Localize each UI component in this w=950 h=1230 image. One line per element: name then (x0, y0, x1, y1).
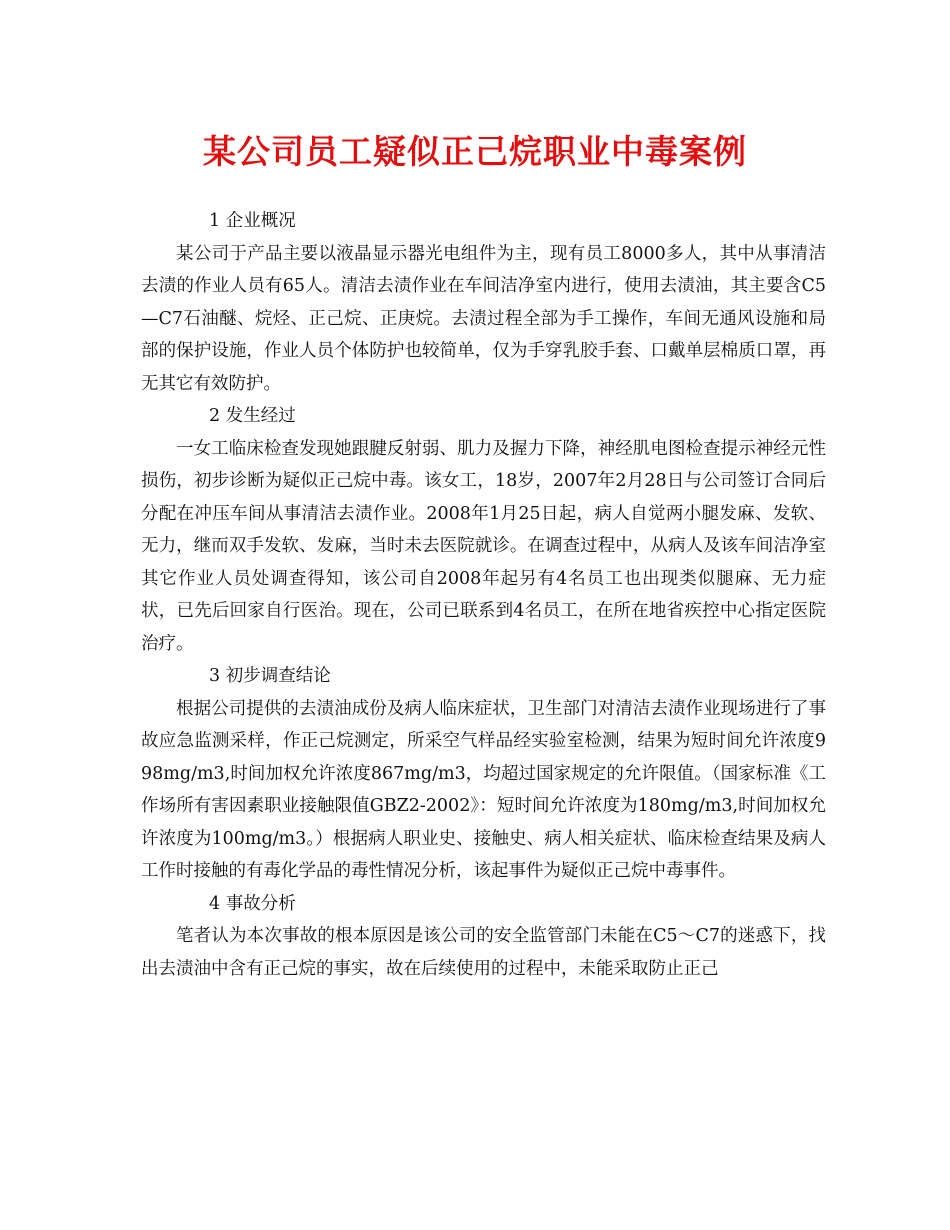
document-body (141, 205, 826, 985)
section-heading-analysis: 4 事故分析 (209, 893, 296, 914)
section-heading-findings: 3 初步调查结论 (209, 666, 331, 686)
section-paragraph-incident: 一女工临床检查发现她跟腱反射弱、肌力及握力下降，神经肌电图检查提示神经元性损伤，初步诊断为疑似正己烷中毒。该女工，18岁，2007年2月28日与公司签订合同后分配在冲压车间从事清洁去渍作业。2008年1月25日起，病人自觉两小腿发麻、发软、无力，继而双手发软、发麻，当时未去医院就诊。在调查过程中，从病人及该车间洁净室其它作业人员处调查得知，该公司自2008年起另有4名员工也出现类似腿麻、无力症状，已先后回家自行医治。现在，公司已联系到4名员工，在所在地省疾控中心指定医院治疗。 (141, 438, 826, 654)
section-paragraph-analysis: 笔者认为本次事故的根本原因是该公司的安全监管部门未能在C5～C7的迷惑下，找出去渍油中含有正己烷的事实，故在后续使用的过程中，未能采取防止正己 (141, 926, 826, 979)
section-heading-incident: 2 发生经过 (209, 406, 296, 426)
section-heading-overview: 1 企业概况 (209, 211, 296, 231)
section-paragraph-findings: 根据公司提供的去渍油成份及病人临床症状，卫生部门对清洁去渍作业现场进行了事故应急监测采样，作正己烷测定，所采空气样品经实验室检测，结果为短时间允许浓度998mg/m3,时间加权允许浓度867mg/m3，均超过国家规定的允许限值。（国家标准《工作场所有害因素职业接触限值GBZ2-2002》：短时间允许浓度为180mg/m3,时间加权允许浓度为100mg/m3。）根据病人职业史、接触史、病人相关症状、临床检查结果及病人工作时接触的有毒化学品的毒性情况分析，该起事件为疑似正己烷中毒事件。 (141, 698, 826, 881)
section-paragraph-overview: 某公司于产品主要以液晶显示器光电组件为主，现有员工8000多人，其中从事清洁去渍的作业人员有65人。清洁去渍作业在车间洁净室内进行，使用去渍油，其主要含C5—C7石油醚、烷烃、正己烷、正庚烷。去渍过程全部为手工操作，车间无通风设施和局部的保护设施，作业人员个体防护也较简单，仅为手穿乳胶手套、口戴单层棉质口罩，再无其它有效防护。 (141, 243, 826, 394)
document-title: 某公司员工疑似正己烷职业中毒案例 (203, 132, 747, 171)
